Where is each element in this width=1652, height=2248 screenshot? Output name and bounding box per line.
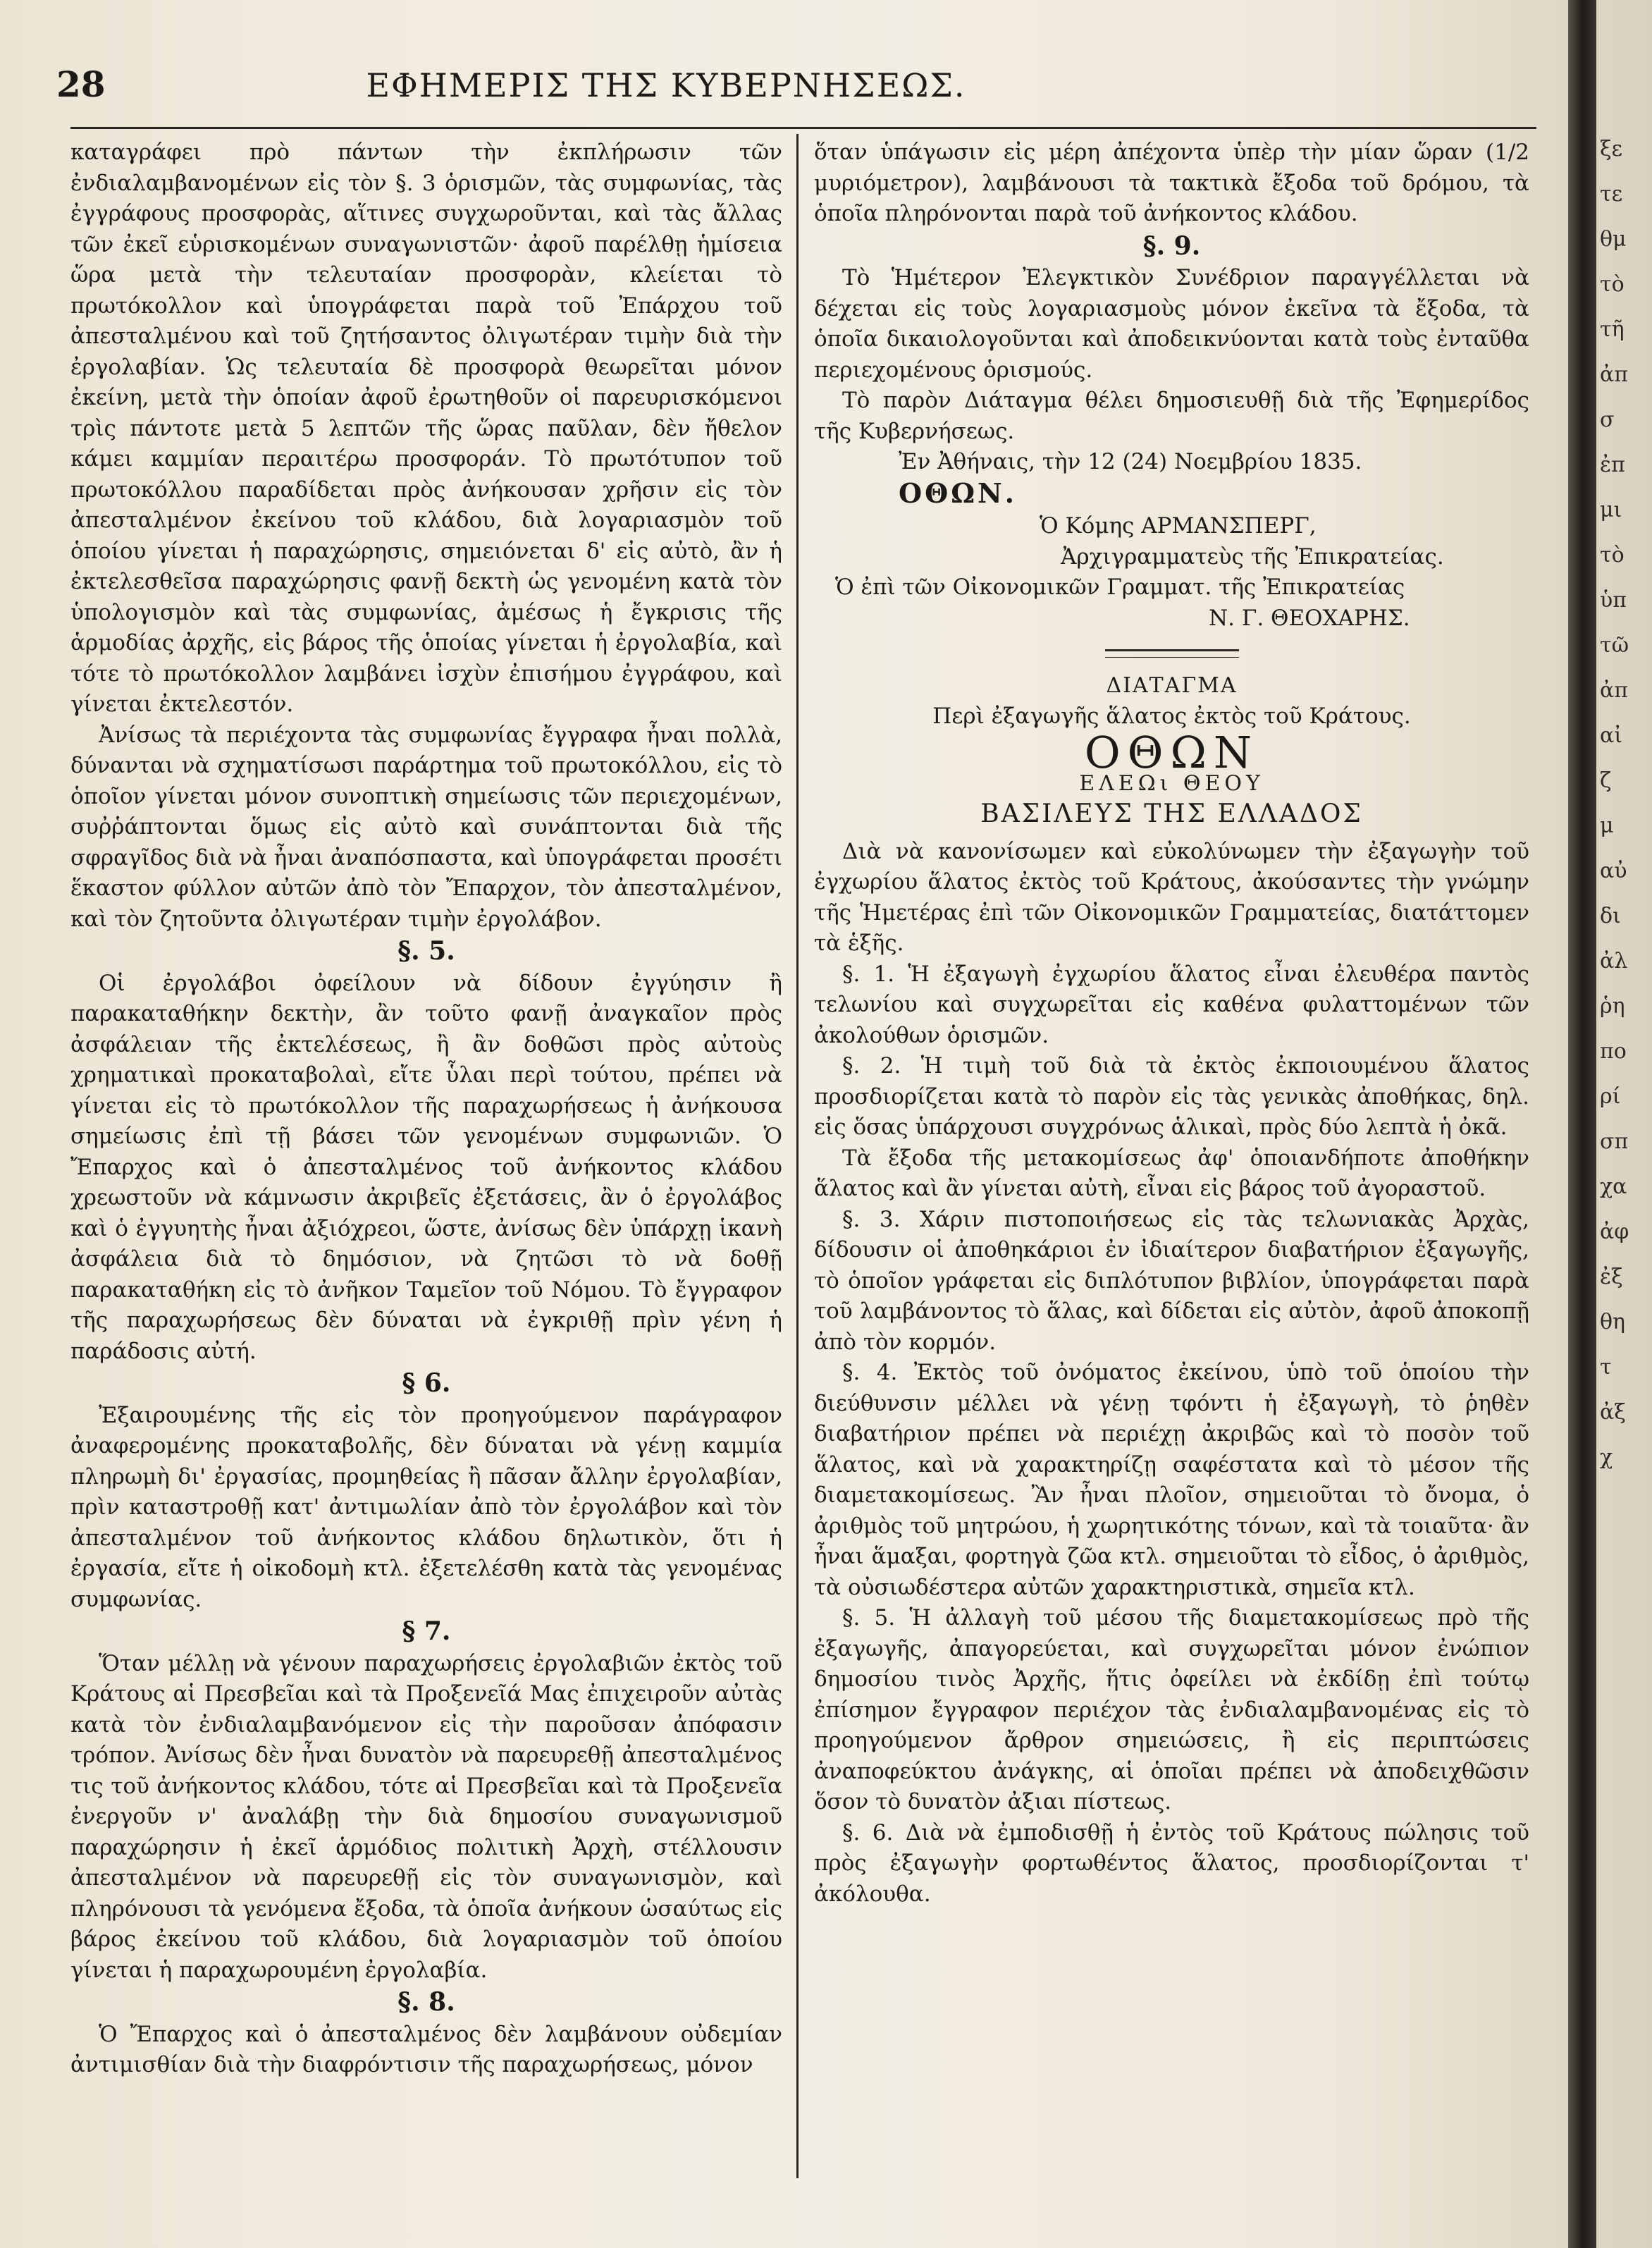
fragment-text: ἀφ bbox=[1600, 1220, 1629, 1244]
decree-article: §. 4. Ἐκτὸς τοῦ ὀνόματος ἐκείνου, ὑπὸ τοῦ ὁποίου τὴν διεύθυνσιν μέλλει νὰ γένῃ τφόντι ἡ ἐξαγωγὴ, τὸ ῥηθὲν διαβατήριον πρέπει νὰ περιέχῃ ἀκριβῶς καὶ τὸ ποσὸν τοῦ ἅλατος, καὶ νὰ χαρακτηρίζῃ σαφέστατα καὶ τὸ μέσον τῆς διαμετακομίσεως. Ἂν ἦναι πλοῖον, σημειοῦται τὸ ὄνομα, ὁ ἀριθμὸς τοῦ μητρώου, ἡ χωρητικότης τόνων, καὶ τὰ τοιαῦτα· ἂν ἦναι ἅμαξαι, φορτηγὰ ζῶα κτλ. σημειοῦται τὸ εἶδος, ὁ ἀριθμὸς, τὰ οὐσιωδέστερα αὐτῶν χαρακτηριστικὰ, σημεῖα κτλ. bbox=[814, 1360, 1529, 1600]
decree-article: §. 3. Χάριν πιστοποιήσεως εἰς τὰς τελωνιακὰς Ἀρχὰς, δίδουσιν οἱ ἀποθηκάριοι ἐν ἰδιαίτερον διαβατήριον ἐξαγωγῆς, τὸ ὁποῖον γράφεται εἰς διπλότυπον βιβλίον, ὑπογράφεται παρὰ τοῦ λαμβάνοντος τὸ ἅλας, καὶ δίδεται εἰς αὐτὸν, ἀφοῦ ἀποκοπῇ ἀπὸ τὸν κορμόν. bbox=[814, 1206, 1529, 1355]
king-signature: ΟΘΩΝ. bbox=[899, 477, 1017, 509]
section-heading: §. 8. bbox=[397, 1987, 455, 2017]
paragraph: Ὁ Ἔπαρχος καὶ ὁ ἀπεσταλμένος δὲν λαμβάνουν οὐδεμίαν ἀντιμισθίαν διὰ τὴν διαφρόντισιν τῆς παραχωρήσεως, μόνον bbox=[70, 2021, 782, 2077]
fragment-text: ὑπ bbox=[1600, 588, 1627, 613]
fragment-text: τὸ bbox=[1600, 543, 1625, 567]
left-column bbox=[70, 137, 782, 2081]
section-heading: § 7. bbox=[402, 1616, 451, 1646]
decree-article: §. 5. Ἡ ἀλλαγὴ τοῦ μέσου τῆς διαμετακομίσεως πρὸ τῆς ἐξαγωγῆς, ἀπαγορεύεται, καὶ συγχωρεῖται μόνον ἐνώπιον δημοσίου τινὸς Ἀρχῆς, ἥτις ὀφείλει νὰ ἐκδίδῃ ἐπὶ τούτῳ ἐπίσημον ἔγγραφον περιέχον τὰς ἐνδιαλαμβανομένας εἰς τὸ προηγούμενον ἄρθρον σημειώσεις, ἢ εἰς περιπτώσεις ἀναποφεύκτου ἀνάγκης, αἱ ὁποῖαι πρέπει νὰ ἀποδειχθῶσιν ὅσον τὸ δυνατὸν ἀξιαι πίστεως. bbox=[814, 1605, 1529, 1814]
decree-date: Ἐν Ἀθήναις, τὴν 12 (24) Νοεμβρίου 1835. bbox=[899, 449, 1362, 474]
decree-article: §. 6. Διὰ νὰ ἐμποδισθῇ ἡ ἐντὸς τοῦ Κράτους πώλησις τοῦ πρὸς ἐξαγωγὴν φορτωθέντος ἅλατος, προσδιορίζονται τ' ἀκόλουθα. bbox=[814, 1819, 1529, 1907]
section-heading: §. 9. bbox=[1142, 231, 1201, 261]
decree-articles bbox=[814, 959, 1529, 1910]
fragment-text: ἀλ bbox=[1600, 949, 1628, 973]
continuation-paragraph: καταγράφει πρὸ πάντων τὴν ἐκπλήρωσιν τῶν ἐνδιαλαμβανομένων εἰς τὸν §. 3 ὁρισμῶν, τὰς συμφωνίας, τὰς ἐγγράφους προσφορὰς, αἵτινες συγχωροῦνται, καὶ τὰς ἄλλας τῶν ἐκεῖ εὑρισκομένων συναγωνιστῶν· ἀφοῦ παρέλθῃ ἡμίσεια ὥρα μετὰ τὴν τελευταίαν προσφορὰν, κλείεται τὸ πρωτόκολλον καὶ ὑπογράφεται παρὰ τοῦ Ἐπάρχου τοῦ ἀπεσταλμένου καὶ τοῦ ζητήσαντος ὀλιγωτέραν τιμὴν διὰ τὴν ἐργολαβίαν. Ὡς τελευταία δὲ προσφορὰ θεωρεῖται μόνον ἐκείνη, μετὰ τὴν ὁποίαν ἀφοῦ ἐρωτηθοῦν οἱ παρευρισκόμενοι τρὶς πάντοτε μετὰ 5 λεπτῶν τῆς ὥρας παῦλαν, δὲν ἤθελον κάμει καμμίαν περαιτέρω προσφοράν. Τὸ πρωτότυπον τοῦ πρωτοκόλλου παραδίδεται πρὸς ἀνήκουσαν χρῆσιν εἰς τὸν ἀπεσταλμένον ἐκείνου τοῦ κλάδου, διὰ λογαριασμὸν τοῦ ὁποίου γίνεται ἡ παραχώρησις, σημειόνεται δ' εἰς αὐτὸ, ἂν ἡ ἐκτελεσθεῖσα παραχώρησις φανῇ δεκτὴ ὡς γενομένη κατὰ τὸν ὑπολογισμὸν καὶ τὰς συμφωνίας, ἀμέσως ἡ ἔγκρισις τῆς ἁρμοδίας ἀρχῆς, εἰς βάρος τῆς ὁποίας γίνεται ἡ ἐργολαβία, καὶ τότε τὸ πρωτόκολλον λαμβάνει ἰσχὺν ἐπισήμου ἐγγράφου, καὶ γίνεται ἐκτελεστόν. bbox=[70, 140, 782, 717]
fragment-text: αἰ bbox=[1600, 723, 1623, 748]
right-column bbox=[814, 137, 1529, 1910]
countersign-title-2: Ὁ ἐπὶ τῶν Οἰκονομικῶν Γραμματ. τῆς Ἐπικρατείας bbox=[835, 575, 1405, 600]
fragment-text: αὐ bbox=[1600, 859, 1627, 883]
adjacent-page-fragment bbox=[1600, 127, 1649, 2242]
fragment-text: τε bbox=[1600, 182, 1623, 207]
fragment-text: σ bbox=[1600, 407, 1615, 432]
fragment-text: ἐξ bbox=[1600, 1265, 1623, 1289]
fragment-text: τῆ bbox=[1600, 317, 1625, 342]
continuation-paragraph: ὅταν ὑπάγωσιν εἰς μέρη ἀπέχοντα ὑπὲρ τὴν μίαν ὥραν (1/2 μυριόμετρον), λαμβάνουσι τὰ τακτικὰ ἔξοδα τοῦ δρόμου, τὰ ὁποῖα πληρόνονται παρὰ τοῦ ἀνήκοντος κλάδου. bbox=[814, 140, 1529, 226]
fragment-text: μι bbox=[1600, 498, 1622, 522]
countersign-name: Ὁ Κόμης ΑΡΜΑΝΣΠΕΡΓ, bbox=[1040, 513, 1317, 539]
paragraph: Ἐξαιρουμένης τῆς εἰς τὸν προηγούμενον παράγραφον ἀναφερομένης προκαταβολῆς, δὲν δύναται νὰ γένῃ καμμία πληρωμὴ δι' ἐργασίας, προμηθείας ἢ πᾶσαν ἄλλην ἐργολαβίαν, πρὶν καταστροθῇ κατ' ἀντιμωλίαν ἀπὸ τὸν ἐργολάβον καὶ τὸν ἀπεσταλμένον τοῦ ἀνήκοντος κλάδου δηλωτικὸν, ὅτι ἡ ἐργασία, εἴτε ἡ οἰκοδομὴ κτλ. ἐξετελέσθη κατὰ τὰς γενομένας συμφωνίας. bbox=[70, 1402, 782, 1612]
countersign-title: Ἀρχιγραμματεὺς τῆς Ἐπικρατείας. bbox=[1061, 543, 1444, 570]
countersign-name-2: Ν. Γ. ΘΕΟΧΑΡΗΣ. bbox=[1209, 605, 1410, 631]
decree-preamble: Διὰ νὰ κανονίσωμεν καὶ εὐκολύνωμεν τὴν ἐξαγωγὴν τοῦ ἐγχωρίου ἅλατος ἐκτὸς τοῦ Κράτους, ἀκούσαντες τὴν γνώμην τῆς Ἡμετέρας ἐπὶ τῶν Οἰκονομικῶν Γραμματείας, διατάττομεν τὰ ἑξῆς. bbox=[814, 838, 1529, 956]
fragment-text: ῥη bbox=[1600, 994, 1625, 1019]
king-of-greece: ΒΑΣΙΛΕΥΣ ΤΗΣ ΕΛΛΑΔΟΣ bbox=[980, 799, 1363, 828]
book-spine bbox=[1568, 0, 1596, 2248]
page-number: 28 bbox=[56, 63, 106, 105]
fragment-text: χα bbox=[1600, 1174, 1627, 1199]
fragment-text: θμ bbox=[1600, 227, 1627, 252]
fragment-text: θη bbox=[1600, 1310, 1626, 1334]
paragraph: Οἱ ἐργολάβοι ὀφείλουν νὰ δίδουν ἐγγύησιν ἢ παρακαταθήκην δεκτὴν, ἂν τοῦτο φανῇ ἀναγκαῖον πρὸς ἀσφάλειαν τῆς ἐκτελέσεως, ἢ ἂν δοθῶσι πρὸς αὐτοὺς χρηματικαὶ προκαταβολαὶ, εἴτε ὗλαι περὶ τούτου, πρέπει νὰ γίνεται εἰς τὸ πρωτόκολλον τῆς παραχωρήσεως ἡ ἀνήκουσα σημείωσις ἐπὶ τῇ βάσει τῶν γενομένων συμφωνιῶν. Ὁ Ἔπαρχος καὶ ὁ ἀπεσταλμένος τοῦ ἀνήκοντος κλάδου χρεωστοῦν νὰ κάμνωσιν ἀκριβεῖς ἐξετάσεις, ἂν ὁ ἐργολάβος καὶ ὁ ἐγγυητὴς ἦναι ἀξιόχρεοι, ὥστε, ἀνίσως δὲν ὑπάρχῃ ἱκανὴ ἀσφάλεια διὰ τὸ δημόσιον, νὰ ζητῶσι τὸ νὰ δοθῇ παρακαταθήκη εἰς τὸ ἀνῆκον Ταμεῖον τοῦ Νόμου. Τὸ ἔγγραφον τῆς παραχωρήσεως δὲν δύναται νὰ ἐγκριθῇ πρὶν γένη ἡ παράδοσις αὐτή. bbox=[70, 970, 782, 1364]
decree-article: §. 1. Ἡ ἐξαγωγὴ ἐγχωρίου ἅλατος εἶναι ἐλευθέρα παντὸς τελωνίου καὶ συγχωρεῖται εἰς καθένα φυλαττομένων τῶν ἀκολούθων ὁρισμῶν. bbox=[814, 961, 1529, 1048]
fragment-text: τῶ bbox=[1600, 633, 1629, 658]
decree-subject: Περὶ ἐξαγωγῆς ἅλατος ἐκτὸς τοῦ Κράτους. bbox=[932, 703, 1411, 729]
decree-article: Τὰ ἔξοδα τῆς μετακομίσεως ἀφ' ὁποιανδήποτε ἀποθήκην ἅλατος καὶ ἂν γίνεται αὐτὴ, εἶναι εἰς βάρος τοῦ ἀγοραστοῦ. bbox=[814, 1145, 1529, 1201]
header-rule bbox=[70, 127, 1536, 129]
publication-clause: Τὸ παρὸν Διάταγμα θέλει δημοσιευθῇ διὰ τῆς Ἐφημερίδος τῆς Κυβερνήσεως. bbox=[814, 388, 1529, 444]
fragment-text: ξε bbox=[1600, 137, 1623, 161]
signature-row bbox=[814, 478, 1529, 512]
fragment-text: ἀπ bbox=[1600, 678, 1628, 703]
fragment-text: χ bbox=[1600, 1445, 1613, 1470]
decree-label: ΔΙΑΤΑΓΜΑ bbox=[1106, 673, 1238, 698]
fragment-text: τὸ bbox=[1600, 272, 1625, 297]
section-heading: §. 5. bbox=[397, 936, 455, 966]
fragment-text: τ bbox=[1600, 1355, 1612, 1380]
decree-article: §. 2. Ἡ τιμὴ τοῦ διὰ τὰ ἐκτὸς ἐκποιουμένου ἅλατος προσδιορίζεται κατὰ τὸ παρὸν εἰς τὰς γενικὰς ἀποθήκας, δηλ. εἰς ὅσας ὑπάρχουσι συγχρόνως ἁλικαὶ, πρὸς δύο λεπτὰ ἡ ὀκᾶ. bbox=[814, 1053, 1529, 1140]
paragraph: Ἀνίσως τὰ περιέχοντα τὰς συμφωνίας ἔγγραφα ἦναι πολλὰ, δύνανται νὰ σχηματίσωσι παράρτημα τοῦ πρωτοκόλλου, εἰς τὸ ὁποῖον γίνεται μόνον συνοπτικὴ σημείωσις τῶν περιεχομένων, συῤῥάπτονται ὅμως εἰς αὐτὸ καὶ συνάπτονται διὰ τῆς σφραγῖδος διὰ νὰ ἦναι ἀναπόσπαστα, καὶ ὑπογράφεται προσέτι ἕκαστον φύλλον αὐτῶν ἀπὸ τὸν Ἔπαρχον, τὸν ἀπεσταλμένον, καὶ τὸν ζητοῦντα ὀλιγωτέραν τιμὴν ἐργολάβον. bbox=[70, 722, 782, 932]
fragment-text: σπ bbox=[1600, 1129, 1629, 1154]
divider-ornament bbox=[1105, 649, 1239, 658]
column-divider bbox=[796, 134, 799, 2178]
by-grace-of-god: ΕΛΕΩι ΘΕΟΥ bbox=[1079, 770, 1264, 796]
fragment-text: ἀπ bbox=[1600, 362, 1628, 387]
running-title: ΕΦΗΜΕΡΙΣ ΤΗΣ ΚΥΒΕΡΝΗΣΕΩΣ. bbox=[366, 66, 966, 104]
fragment-text: μ bbox=[1600, 813, 1614, 838]
page-header bbox=[56, 63, 1536, 113]
paragraph: Ὅταν μέλλῃ νὰ γένουν παραχωρήσεις ἐργολαβιῶν ἐκτὸς τοῦ Κράτους αἱ Πρεσβεῖαι καὶ τὰ Προξενεῖά Μας ἐπιχειροῦν αὐτὰς κατὰ τὸν ἐνδιαλαμβανόμενον εἰς τὴν παροῦσαν ἀπόφασιν τρόπον. Ἀνίσως δὲν ἦναι δυνατὸν νὰ παρευρεθῇ ἀπεσταλμένος τις τοῦ ἀνήκοντος κλάδου, τότε αἱ Πρεσβεῖαι καὶ τὰ Προξενεῖα ἐνεργοῦν ν' ἀναλάβῃ τὴν διὰ δημοσίου συναγωνισμοῦ παραχώρησιν ἡ ἐκεῖ ἁρμόδιος πολιτικὴ Ἀρχὴ, στέλλουσιν ἀπεσταλμένον νὰ παρευρεθῇ εἰς τὸν συναγωνισμὸν, καὶ πληρόνουσι τὰ γενόμενα ἔξοδα, τὰ ὁποῖα ἀνήκουν ὡσαύτως εἰς βάρος ἐκείνου τοῦ κλάδου, διὰ λογαριασμὸν τοῦ ὁποίου γίνεται ἡ παραχωρουμένη ἐργολαβία. bbox=[70, 1650, 782, 1983]
fragment-text: δι bbox=[1600, 904, 1621, 928]
fragment-text: πο bbox=[1600, 1039, 1627, 1064]
fragment-text: ἐπ bbox=[1600, 453, 1625, 477]
section-heading: § 6. bbox=[402, 1368, 451, 1398]
fragment-text: ἀξ bbox=[1600, 1400, 1626, 1425]
section-paragraph: Τὸ Ἡμέτερον Ἐλεγκτικὸν Συνέδριον παραγγέλλεται νὰ δέχεται εἰς τοὺς λογαριασμοὺς μόνον ἐκεῖνα τὰ ἔξοδα, τὰ ὁποῖα δικαιολογοῦνται καὶ ἀποδεικνύονται κατὰ τοὺς ἐνταῦθα περιεχομένους ὁρισμούς. bbox=[814, 265, 1529, 383]
fragment-text: ρί bbox=[1600, 1084, 1621, 1109]
fragment-text: ζ bbox=[1600, 768, 1612, 793]
king-title: ΟΘΩΝ bbox=[1084, 727, 1259, 778]
